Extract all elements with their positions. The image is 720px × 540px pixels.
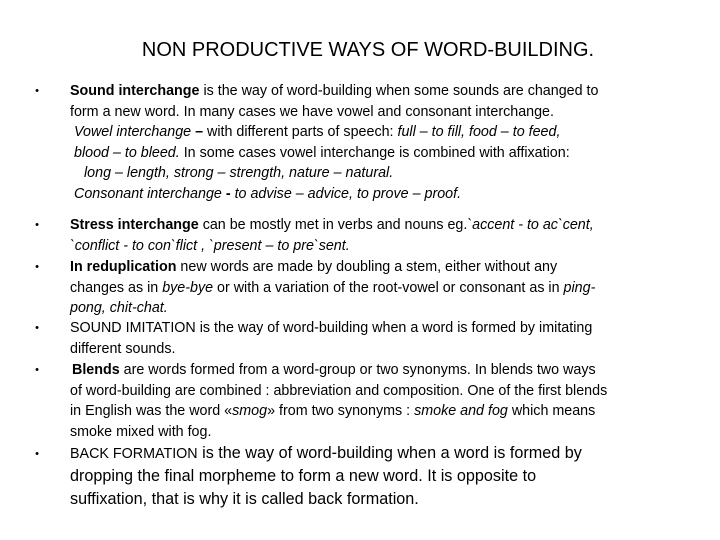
text-line <box>70 442 682 465</box>
item-sound-imitation <box>70 318 682 359</box>
text-segment: dropping the final morpheme to form a new word. It is opposite to <box>70 467 537 485</box>
bullet-4: • <box>35 322 39 334</box>
text-line <box>70 215 682 236</box>
text-segment: BACK FORMATION <box>70 446 198 462</box>
text-segment: blood – to bleed. <box>74 144 180 161</box>
text-segment: - <box>221 185 235 202</box>
text-segment: in English was the word « <box>70 403 233 419</box>
bullet-5: • <box>35 364 39 376</box>
text-segment: is the way of word-building when a word is formed by <box>197 444 582 462</box>
text-segment: pong, chit-chat. <box>70 300 168 316</box>
text-segment: ping- <box>563 279 596 296</box>
text-segment: long – length, strong – strength, nature – natural. <box>84 165 394 181</box>
text-line <box>70 143 682 164</box>
bullet-6: • <box>35 448 39 460</box>
text-line <box>70 236 682 257</box>
text-segment: suffixation, that is why it is called back formation. <box>70 490 419 508</box>
item-stress-interchange <box>70 215 682 256</box>
text-line <box>70 381 682 402</box>
text-line <box>70 81 682 102</box>
page-title: NON PRODUCTIVE WAYS OF WORD-BUILDING. <box>141 39 595 61</box>
item-back-formation <box>70 442 682 511</box>
text-line <box>70 488 682 511</box>
text-segment: which means <box>507 403 596 419</box>
text-segment: bye-bye <box>162 279 214 296</box>
text-line <box>70 339 682 360</box>
text-segment: is the way of word-building when some sounds are changed to <box>199 83 599 99</box>
bullet-2: • <box>35 219 39 231</box>
text-line <box>70 278 682 299</box>
text-line <box>70 318 682 339</box>
text-segment: smog <box>232 403 268 419</box>
text-segment: Stress interchange <box>70 217 199 233</box>
text-line <box>70 422 682 443</box>
text-segment: different sounds. <box>70 340 176 357</box>
text-segment: Consonant interchange <box>74 185 222 202</box>
text-segment: of word-building are combined : abbreviation and composition. One of the first blends <box>70 382 608 399</box>
bullet-1: • <box>35 85 39 97</box>
text-line <box>70 122 682 143</box>
text-line <box>70 298 682 319</box>
text-segment: Blends <box>72 362 120 378</box>
text-segment: can be mostly met in verbs and nouns eg. <box>198 217 468 233</box>
text-segment: » from two synonyms : <box>267 403 415 419</box>
text-segment: Vowel interchange <box>74 124 196 140</box>
text-segment: – <box>195 124 208 140</box>
text-segment: are words formed from a word-group or two synonyms. In blends two ways <box>119 362 596 378</box>
text-segment: form a new word. In many cases we have vowel and consonant interchange. <box>70 103 554 120</box>
text-line <box>70 401 682 422</box>
text-segment: `conflict - to con`flict , `present – to pre`sent. <box>70 237 350 254</box>
text-segment: is the way of word-building when a word is formed by imitating <box>195 320 593 336</box>
text-segment: `accent - to ac`cent, <box>467 217 594 233</box>
item-reduplication <box>70 257 682 319</box>
text-line <box>70 257 682 278</box>
text-line <box>70 184 682 205</box>
text-segment: changes as in <box>70 279 163 296</box>
text-segment: with different parts of speech: <box>207 124 398 140</box>
item-sound-interchange <box>70 81 682 204</box>
text-segment: smoke mixed with fog. <box>70 423 212 440</box>
text-line <box>70 465 682 488</box>
bullet-3: • <box>35 261 39 273</box>
text-line <box>70 360 682 381</box>
text-segment: In reduplication <box>70 259 177 275</box>
text-segment: In some cases vowel interchange is combined with affixation: <box>179 144 570 161</box>
text-line <box>70 102 682 123</box>
text-segment: smoke and fog <box>414 403 508 419</box>
text-segment: or with a variation of the root-vowel or consonant as in <box>213 279 564 296</box>
text-segment: new words are made by doubling a stem, either without any <box>176 259 558 275</box>
text-segment: full – to fill, food – to feed, <box>397 124 561 140</box>
text-segment: to advise – advice, to prove – proof. <box>234 185 462 202</box>
item-blends <box>70 360 682 442</box>
text-segment: SOUND IMITATION <box>70 320 196 336</box>
text-segment: Sound interchange <box>70 83 200 99</box>
text-line <box>70 163 682 184</box>
